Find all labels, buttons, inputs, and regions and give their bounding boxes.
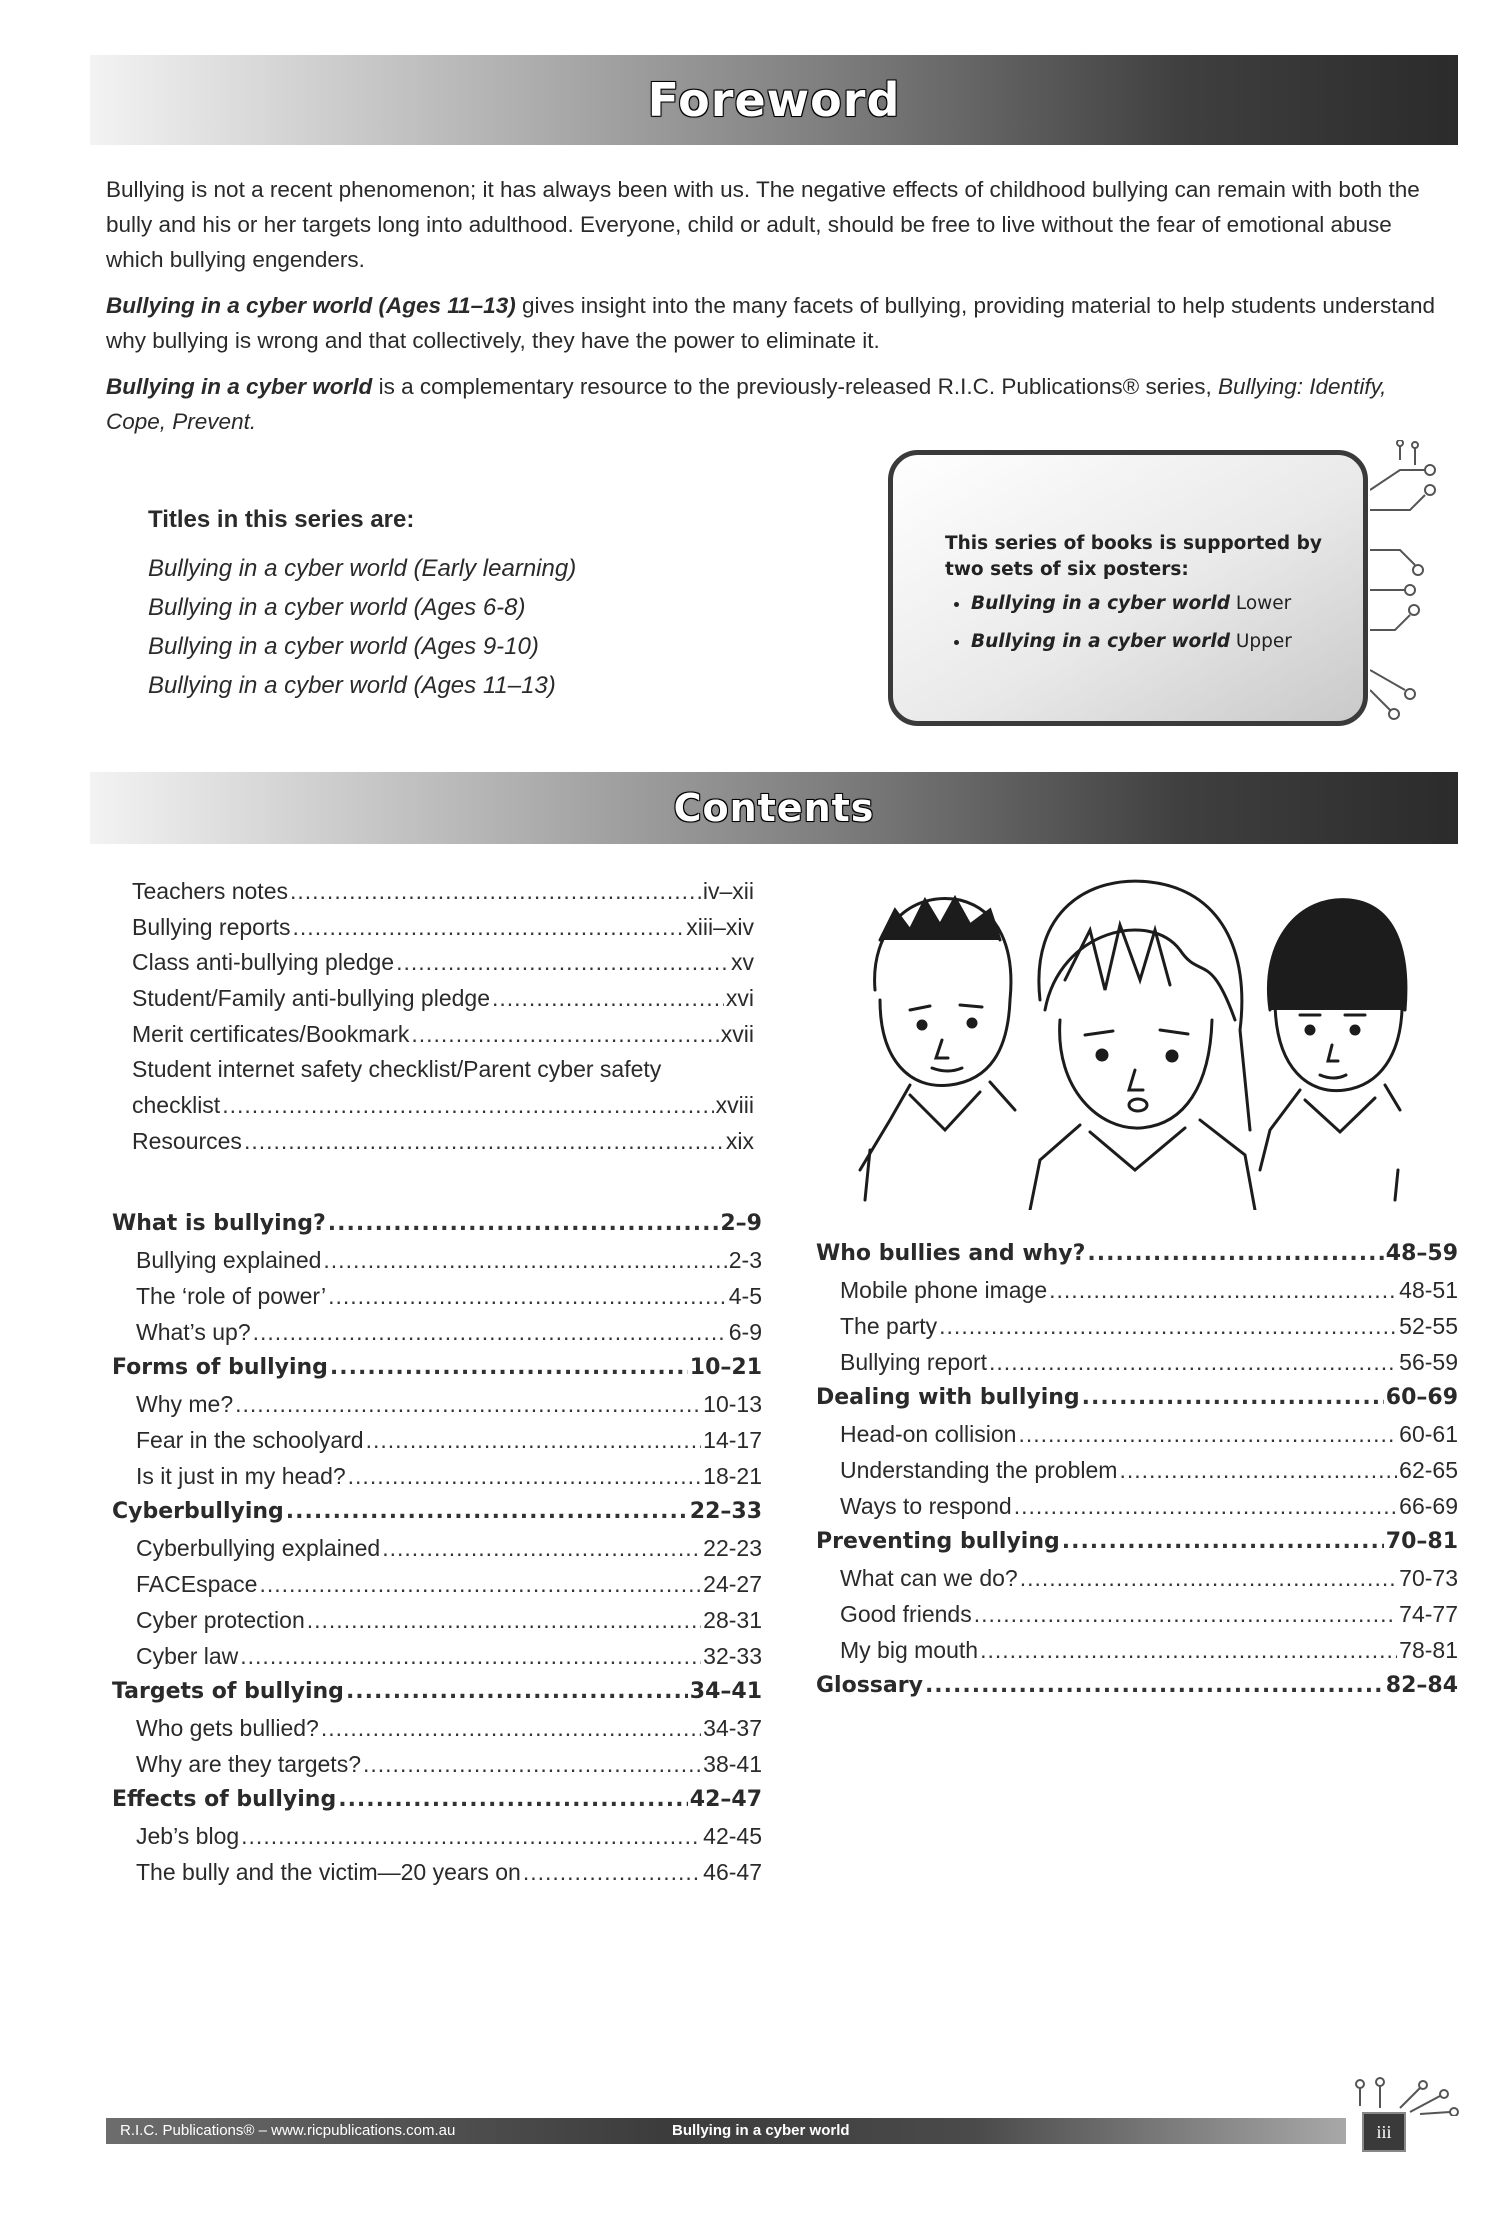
- toc-entry[interactable]: [112, 1823, 762, 1859]
- toc-label: The ‘role of power’: [136, 1283, 327, 1309]
- toc-page: 48–59: [1385, 1241, 1458, 1266]
- toc-page: iv–xii: [702, 878, 754, 904]
- toc-label: Cyber protection: [136, 1607, 305, 1633]
- toc-page: 2-3: [728, 1247, 762, 1273]
- toc-page: 32-33: [703, 1643, 762, 1669]
- paragraph-text: is a complementary resource to the previously-released R.I.C. Publications® series,: [372, 374, 1218, 399]
- toc-entry[interactable]: [112, 1247, 762, 1283]
- toc-label: Mobile phone image: [840, 1277, 1048, 1303]
- toc-page: 52-55: [1399, 1313, 1458, 1339]
- book-title-emphasis: Bullying in a cyber world (Ages 11–13): [106, 293, 516, 318]
- paragraph-text: gives insight into the many facets of bullying, providing material to help students understand why bullying is wrong and that collectively, they have the power to eliminate it.: [106, 293, 1435, 353]
- series-title: Bullying: Identify, Cope, Prevent.: [106, 374, 1387, 434]
- toc-entry[interactable]: [816, 1421, 1458, 1457]
- toc-entry[interactable]: [112, 1643, 762, 1679]
- toc-label: Understanding the problem: [840, 1457, 1118, 1483]
- toc-entry[interactable]: [132, 1128, 754, 1164]
- toc-label: checklist: [132, 1092, 221, 1119]
- toc-page: 2–9: [720, 1211, 762, 1236]
- toc-entry[interactable]: [112, 1535, 762, 1571]
- toc-page: 10–21: [689, 1355, 762, 1380]
- foreword-paragraph-3: [106, 369, 1438, 439]
- toc-page: xv: [731, 949, 754, 976]
- toc-page: xix: [725, 1127, 754, 1154]
- footer-publisher: R.I.C. Publications® – www.ricpublications.com.au: [120, 2122, 456, 2139]
- toc-entry[interactable]: [112, 1319, 762, 1355]
- toc-entry[interactable]: [816, 1349, 1458, 1385]
- series-title-item: Bullying in a cyber world (Ages 11–13): [148, 672, 556, 699]
- toc-label: Good friends: [840, 1601, 972, 1627]
- toc-page: 56-59: [1399, 1349, 1458, 1375]
- toc-label: Bullying report: [840, 1349, 988, 1375]
- toc-page: 22–33: [689, 1499, 762, 1524]
- toc-entry[interactable]: [816, 1277, 1458, 1313]
- toc-page: 6-9: [728, 1319, 762, 1345]
- foreword-text: [106, 172, 1438, 450]
- toc-page: 48-51: [1399, 1277, 1458, 1303]
- toc-page: xiii–xiv: [686, 913, 754, 940]
- poster-item-title: Bullying in a cyber world: [971, 631, 1230, 652]
- toc-label: Student/Family anti-bullying pledge: [132, 985, 490, 1012]
- toc-entry[interactable]: [132, 949, 754, 985]
- toc-page: xvii: [720, 1020, 754, 1047]
- toc-label: Cyberbullying explained: [136, 1535, 381, 1561]
- toc-entry[interactable]: [132, 878, 754, 914]
- poster-text: This series of books is supported by two sets of six posters:: [945, 533, 1322, 580]
- toc-entry[interactable]: [112, 1607, 762, 1643]
- page-footer: [106, 2118, 1346, 2144]
- foreword-banner: [90, 55, 1458, 145]
- toc-section[interactable]: [816, 1385, 1458, 1421]
- toc-label: Why are they targets?: [136, 1751, 361, 1777]
- toc-entry[interactable]: [112, 1571, 762, 1607]
- poster-item: [971, 591, 1345, 617]
- toc-entry[interactable]: [112, 1283, 762, 1319]
- footer-book-title: Bullying in a cyber world: [672, 2122, 850, 2139]
- toc-page: 38-41: [703, 1751, 762, 1777]
- toc-entry[interactable]: [112, 1751, 762, 1787]
- toc-label: Resources: [132, 1127, 242, 1154]
- toc-entry[interactable]: [112, 1463, 762, 1499]
- toc-page: 66-69: [1399, 1493, 1458, 1519]
- toc-page: 60–69: [1385, 1385, 1458, 1410]
- toc-label: What can we do?: [840, 1565, 1018, 1591]
- toc-page: 62-65: [1399, 1457, 1458, 1483]
- page-number: iii: [1362, 2112, 1406, 2152]
- toc-section[interactable]: [112, 1679, 762, 1715]
- toc-label: The bully and the victim—20 years on: [136, 1859, 521, 1885]
- toc-label: Bullying reports: [132, 913, 291, 940]
- book-title-emphasis: Bullying in a cyber world: [106, 374, 373, 399]
- front-matter-toc: [132, 878, 754, 1164]
- toc-entry[interactable]: [132, 1092, 754, 1128]
- toc-label: Teachers notes: [132, 878, 288, 904]
- toc-entry[interactable]: [132, 1021, 754, 1057]
- series-title-item: Bullying in a cyber world (Early learning): [148, 555, 577, 582]
- toc-entry[interactable]: [112, 1427, 762, 1463]
- foreword-paragraph-1: Bullying is not a recent phenomenon; it has always been with us. The negative effects of childhood bullying can remain with both the bully and his or her targets long into adulthood. Everyone, child or adult, should be free to live without the fear of emotional abuse which bullying engenders.: [106, 177, 1420, 272]
- toc-entry[interactable]: [132, 914, 754, 950]
- contents-title: Contents: [673, 786, 875, 830]
- poster-item-level: Lower: [1229, 593, 1292, 614]
- toc-entry[interactable]: [816, 1565, 1458, 1601]
- toc-label: The party: [840, 1313, 938, 1339]
- toc-page: 4-5: [728, 1283, 762, 1309]
- series-title-item: Bullying in a cyber world (Ages 6-8): [148, 594, 526, 621]
- toc-section[interactable]: [816, 1529, 1458, 1565]
- poster-info-box: [888, 450, 1368, 726]
- toc-label: Effects of bullying: [112, 1787, 337, 1812]
- toc-page: xviii: [715, 1092, 754, 1119]
- toc-entry[interactable]: [132, 985, 754, 1021]
- toc-label: Glossary: [816, 1673, 923, 1698]
- toc-label: Cyber law: [136, 1643, 239, 1669]
- toc-label: Fear in the schoolyard: [136, 1427, 364, 1453]
- toc-entry[interactable]: [112, 1715, 762, 1751]
- toc-page: 46-47: [703, 1859, 762, 1885]
- toc-page: 22-23: [703, 1535, 762, 1561]
- toc-section[interactable]: [112, 1211, 762, 1247]
- toc-entry[interactable]: [132, 1056, 754, 1092]
- toc-label: Why me?: [136, 1391, 234, 1417]
- toc-page: 14-17: [703, 1427, 762, 1453]
- toc-page: 60-61: [1399, 1421, 1458, 1447]
- toc-page: 82–84: [1385, 1673, 1458, 1698]
- contents-right-column: [816, 1241, 1458, 1709]
- students-illustration: [850, 870, 1410, 1210]
- toc-section[interactable]: [816, 1673, 1458, 1709]
- toc-entry[interactable]: [816, 1601, 1458, 1637]
- toc-label: Dealing with bullying: [816, 1385, 1080, 1410]
- toc-section[interactable]: [112, 1787, 762, 1823]
- toc-page: 24-27: [703, 1571, 762, 1597]
- contents-banner: [90, 772, 1458, 844]
- toc-page: 74-77: [1399, 1601, 1458, 1627]
- toc-label: Student internet safety checklist/Parent cyber safety: [132, 1056, 662, 1083]
- toc-entry[interactable]: [112, 1391, 762, 1427]
- foreword-title: Foreword: [647, 73, 901, 127]
- toc-page: 70-73: [1399, 1565, 1458, 1591]
- toc-label: Who bullies and why?: [816, 1241, 1086, 1266]
- foreword-paragraph-2: [106, 288, 1438, 358]
- toc-label: What’s up?: [136, 1319, 251, 1345]
- toc-label: Is it just in my head?: [136, 1463, 346, 1489]
- toc-page: 78-81: [1399, 1637, 1458, 1663]
- toc-label: Ways to respond: [840, 1493, 1012, 1519]
- series-heading: Titles in this series are:: [148, 506, 415, 533]
- toc-section[interactable]: [816, 1241, 1458, 1277]
- circuit-decoration-icon: [1370, 440, 1452, 730]
- poster-item-level: Upper: [1229, 631, 1292, 652]
- series-list: [148, 500, 576, 705]
- footer-circuit-icon: [1310, 2066, 1470, 2116]
- toc-label: Jeb’s blog: [136, 1823, 240, 1849]
- toc-page: 42–47: [689, 1787, 762, 1812]
- toc-label: Bullying explained: [136, 1247, 322, 1273]
- toc-label: Class anti-bullying pledge: [132, 949, 395, 976]
- toc-page: 18-21: [703, 1463, 762, 1489]
- toc-page: 10-13: [703, 1391, 762, 1417]
- poster-item-title: Bullying in a cyber world: [971, 593, 1230, 614]
- toc-label: Forms of bullying: [112, 1355, 328, 1380]
- toc-label: Preventing bullying: [816, 1529, 1060, 1554]
- toc-label: Who gets bullied?: [136, 1715, 319, 1741]
- toc-label: Targets of bullying: [112, 1679, 344, 1704]
- toc-label: Merit certificates/Bookmark: [132, 1020, 410, 1047]
- toc-label: Head-on collision: [840, 1421, 1017, 1447]
- toc-label: What is bullying?: [112, 1211, 326, 1236]
- toc-entry[interactable]: [816, 1313, 1458, 1349]
- poster-item: [971, 629, 1345, 655]
- toc-page: xvi: [725, 985, 754, 1012]
- toc-section[interactable]: [112, 1355, 762, 1391]
- contents-left-column: [112, 1211, 762, 1895]
- toc-entry[interactable]: [816, 1493, 1458, 1529]
- toc-label: Cyberbullying: [112, 1499, 284, 1524]
- toc-label: FACEspace: [136, 1571, 258, 1597]
- toc-page: 34-37: [703, 1715, 762, 1741]
- toc-section[interactable]: [112, 1499, 762, 1535]
- toc-entry[interactable]: [112, 1859, 762, 1895]
- toc-page: 42-45: [703, 1823, 762, 1849]
- series-title-item: Bullying in a cyber world (Ages 9-10): [148, 633, 539, 660]
- toc-page: 70–81: [1385, 1529, 1458, 1554]
- toc-entry[interactable]: [816, 1637, 1458, 1673]
- toc-entry[interactable]: [816, 1457, 1458, 1493]
- toc-page: 28-31: [703, 1607, 762, 1633]
- toc-label: My big mouth: [840, 1637, 979, 1663]
- toc-page: 34–41: [689, 1679, 762, 1704]
